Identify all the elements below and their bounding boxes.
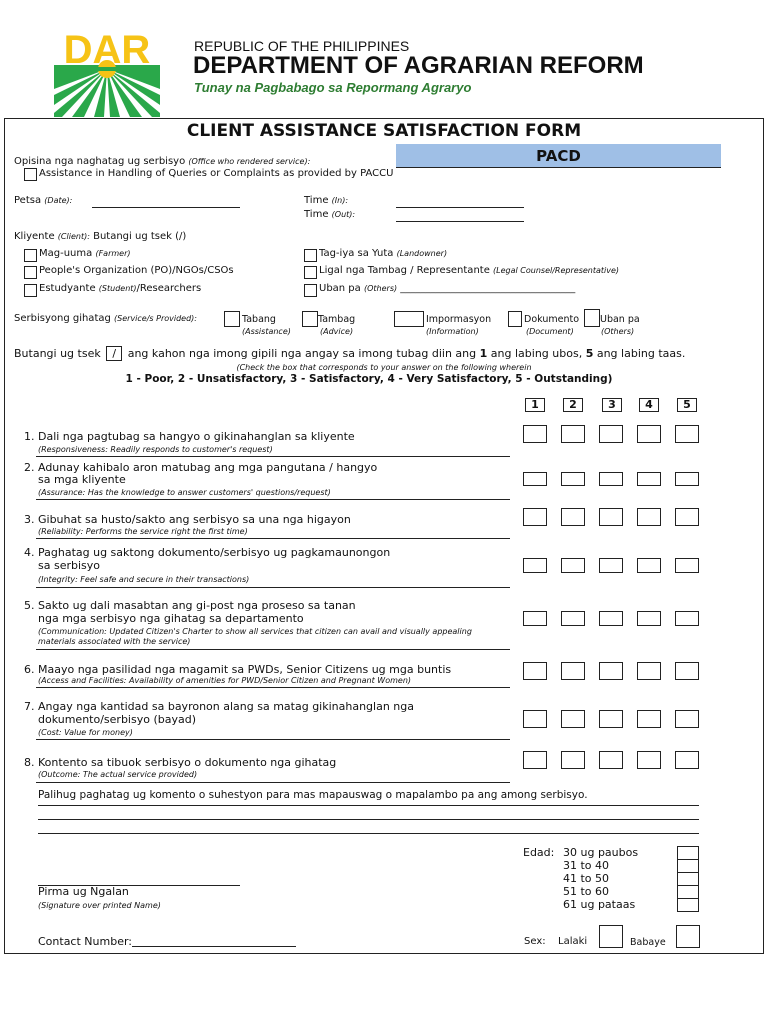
client-student-checkbox[interactable] (24, 284, 37, 297)
republic-label: REPUBLIC OF THE PHILIPPINES (194, 38, 410, 54)
client-landowner-text: Tag-iya sa Yuta (319, 248, 394, 259)
question-2-line (36, 499, 510, 500)
question-4-text2: sa serbisyo (38, 559, 100, 572)
comment-prompt: Palihug paghatag ug komento o suhestyon para mas mapauswag o mapalambo pa ang among serbisyo. (38, 789, 588, 801)
office-label-en: (Office who rendered service): (188, 157, 311, 166)
age-box-2[interactable] (677, 860, 699, 873)
question-6-line (36, 687, 510, 688)
q3-rating-2[interactable] (561, 508, 585, 526)
q2-rating-3[interactable] (599, 472, 623, 486)
sex-male-checkbox[interactable] (599, 925, 623, 948)
q7-rating-5[interactable] (675, 710, 699, 728)
logo-text: DAR (63, 28, 151, 72)
service-checkbox-information[interactable] (394, 311, 424, 327)
age-range-1: 30 ug paubos (563, 846, 639, 859)
dar-logo (54, 27, 160, 117)
scale-header-4: 4 (639, 398, 659, 412)
instruction-five: 5 (585, 347, 594, 360)
q3-rating-3[interactable] (599, 508, 623, 526)
q6-rating-1[interactable] (523, 662, 547, 680)
service-checkbox-document[interactable] (508, 311, 522, 327)
client-legal-en: (Legal Counsel/Representative) (493, 266, 620, 275)
q8-rating-4[interactable] (637, 751, 661, 769)
client-others-checkbox[interactable] (304, 284, 317, 297)
q2-rating-5[interactable] (675, 472, 699, 486)
scale-header-2: 2 (563, 398, 583, 412)
service-checkbox-advice[interactable] (302, 311, 318, 327)
instruction-prefix: Butangi ug tsek (14, 347, 101, 360)
q2-rating-2[interactable] (561, 472, 585, 486)
question-2-text: 2. Adunay kahibalo aron matubag ang mga pangutana / hangyo (24, 461, 378, 474)
client-farmer-text: Mag-uuma (39, 248, 93, 259)
q4-rating-5[interactable] (675, 558, 699, 573)
question-3-line (36, 538, 510, 539)
service-document-en: (Document) (526, 327, 574, 336)
q5-rating-4[interactable] (637, 611, 661, 626)
q1-rating-4[interactable] (637, 425, 661, 443)
office-label (14, 156, 310, 167)
age-box-3[interactable] (677, 873, 699, 886)
department-title: DEPARTMENT OF AGRARIAN REFORM (193, 52, 644, 79)
time-out-field[interactable] (396, 221, 524, 222)
q2-rating-4[interactable] (637, 472, 661, 486)
age-box-1[interactable] (677, 846, 699, 860)
q2-rating-1[interactable] (523, 472, 547, 486)
client-label (14, 231, 186, 242)
question-4-line (36, 587, 510, 588)
client-student-label (39, 283, 201, 294)
time-out-label-en: (Out): (331, 210, 356, 219)
q8-rating-2[interactable] (561, 751, 585, 769)
q7-rating-1[interactable] (523, 710, 547, 728)
date-label-text: Petsa (14, 195, 42, 206)
sex-female-checkbox[interactable] (676, 925, 700, 948)
signature-label-en: (Signature over printed Name) (38, 901, 161, 910)
question-5-text2: nga mga serbisyo nga gihatag sa departamento (38, 612, 304, 625)
date-field[interactable] (92, 207, 240, 208)
service-assistance-en: (Assistance) (242, 327, 291, 336)
q8-rating-1[interactable] (523, 751, 547, 769)
time-in-label-en: (In): (331, 196, 349, 205)
service-others-en: (Others) (601, 327, 635, 336)
client-student-en: (Student) (98, 284, 137, 293)
service-checkbox-assistance[interactable] (224, 311, 240, 327)
contact-field[interactable] (132, 946, 296, 947)
scale-header-1: 1 (525, 398, 545, 412)
q1-rating-2[interactable] (561, 425, 585, 443)
age-label: Edad: (523, 846, 555, 859)
client-instruction: Butangi ug tsek (/) (93, 231, 187, 242)
client-others-label (319, 283, 575, 294)
question-4-en: (Integrity: Feel safe and secure in their transactions) (38, 575, 250, 584)
q6-rating-2[interactable] (561, 662, 585, 680)
question-1-text: 1. Dali nga pagtubag sa hangyo o gikinahanglan sa kliyente (24, 430, 355, 443)
sex-label: Sex: (524, 936, 546, 947)
services-label-en: (Service/s Provided): (114, 314, 197, 323)
age-box-5[interactable] (677, 899, 699, 912)
office-option: Assistance in Handling of Queries or Complaints as provided by PACCU (39, 168, 394, 179)
q3-rating-1[interactable] (523, 508, 547, 526)
form-frame (4, 118, 764, 954)
question-6-text: 6. Maayo nga pasilidad nga magamit sa PWDs, Senior Citizens ug mga buntis (24, 663, 452, 676)
client-label-en: (Client): (57, 232, 90, 241)
q5-rating-2[interactable] (561, 611, 585, 626)
comment-line-2[interactable] (38, 819, 699, 820)
q5-rating-3[interactable] (599, 611, 623, 626)
service-document-label: Dokumento (524, 314, 580, 325)
client-student-text: Estudyante (39, 283, 96, 294)
question-1-line (36, 456, 510, 457)
question-5-en: (Communication: Updated Citizen's Charter to show all services that citizen can avail and visually appealing (38, 627, 472, 636)
instruction-one: 1 (479, 347, 488, 360)
comment-line-3[interactable] (38, 833, 699, 834)
client-label-text: Kliyente (14, 231, 55, 242)
q6-rating-5[interactable] (675, 662, 699, 680)
rating-instruction (14, 346, 685, 361)
question-8-line (36, 782, 510, 783)
date-label (14, 195, 72, 206)
question-7-line (36, 739, 510, 740)
sex-female-label: Babaye (630, 937, 666, 948)
instruction-text-c: ang labing taas. (596, 347, 686, 360)
client-farmer-en: (Farmer) (95, 249, 131, 258)
signature-label: Pirma ug Ngalan (38, 885, 129, 898)
client-landowner-en: (Landowner) (396, 249, 448, 258)
question-2-text2: sa mga kliyente (38, 473, 126, 486)
time-in-label (304, 195, 348, 206)
instruction-text-a: ang kahon nga imong gipili nga angay sa imong tubag diin ang (127, 347, 477, 360)
question-7-text: 7. Angay nga kantidad sa bayronon alang sa matag gikinahanglan nga (24, 700, 415, 713)
q1-rating-5[interactable] (675, 425, 699, 443)
client-po-label: People's Organization (PO)/NGOs/CSOs (39, 265, 234, 276)
time-out-label (304, 209, 355, 220)
contact-label: Contact Number: (38, 935, 132, 948)
q6-rating-4[interactable] (637, 662, 661, 680)
age-range-2: 31 to 40 (563, 859, 610, 872)
q8-rating-5[interactable] (675, 751, 699, 769)
instruction-text-b: ang labing ubos, (490, 347, 583, 360)
question-3-text: 3. Gibuhat sa husto/sakto ang serbisyo sa una nga higayon (24, 513, 351, 526)
question-6-en: (Access and Facilities: Availability of amenities for PWD/Senior Citizen and Pregnant Women) (38, 676, 412, 685)
age-range-3: 41 to 50 (563, 872, 610, 885)
q3-rating-5[interactable] (675, 508, 699, 526)
client-others-blank[interactable]: ___________________________________ (400, 283, 576, 294)
client-landowner-checkbox[interactable] (304, 249, 317, 262)
service-advice-en: (Advice) (320, 327, 354, 336)
age-range-5: 61 ug pataas (563, 898, 636, 911)
question-2-en: (Assurance: Has the knowledge to answer customers' questions/request) (38, 488, 331, 497)
client-legal-label (319, 265, 619, 276)
time-out-label-text: Time (304, 209, 329, 220)
client-po-checkbox[interactable] (24, 266, 37, 279)
q4-rating-4[interactable] (637, 558, 661, 573)
scale-header-5: 5 (677, 398, 697, 412)
services-label (14, 313, 197, 324)
q3-rating-4[interactable] (637, 508, 661, 526)
client-others-text: Uban pa (319, 283, 361, 294)
client-student-extra: /Researchers (136, 283, 202, 294)
q7-rating-4[interactable] (637, 710, 661, 728)
office-checkbox[interactable] (24, 168, 37, 181)
question-8-en: (Outcome: The actual service provided) (38, 770, 198, 779)
rating-scale-legend: 1 - Poor, 2 - Unsatisfactory, 3 - Satisfactory, 4 - Very Satisfactory, 5 - Outstanding) (125, 373, 613, 385)
date-label-en: (Date): (44, 196, 73, 205)
question-8-text: 8. Kontento sa tibuok serbisyo o dokumento nga gihatag (24, 756, 337, 769)
pacd-label: PACD (536, 147, 581, 165)
q4-rating-1[interactable] (523, 558, 547, 573)
client-legal-text: Ligal nga Tambag / Representante (319, 265, 490, 276)
age-box-4[interactable] (677, 886, 699, 899)
q1-rating-1[interactable] (523, 425, 547, 443)
pacd-banner (396, 144, 721, 168)
q8-rating-3[interactable] (599, 751, 623, 769)
time-in-label-text: Time (304, 195, 329, 206)
q1-rating-3[interactable] (599, 425, 623, 443)
office-label-text: Opisina nga naghatag ug serbisyo (14, 156, 186, 167)
client-landowner-label (319, 248, 447, 259)
q7-rating-2[interactable] (561, 710, 585, 728)
form-title: CLIENT ASSISTANCE SATISFACTION FORM (186, 121, 582, 141)
client-others-en: (Others) (363, 284, 398, 293)
client-legal-checkbox[interactable] (304, 266, 317, 279)
instruction-note: (Check the box that corresponds to your answer on the following wherein (236, 363, 532, 372)
tagline: Tunay na Pagbabago sa Repormang Agraryo (194, 80, 472, 95)
q5-rating-5[interactable] (675, 611, 699, 626)
question-7-en: (Cost: Value for money) (38, 728, 133, 737)
sex-male-label: Lalaki (558, 936, 588, 947)
question-5-text: 5. Sakto ug dali masabtan ang gi-post nga proseso sa tanan (24, 599, 356, 612)
instruction-check-box: / (106, 346, 122, 361)
q4-rating-2[interactable] (561, 558, 585, 573)
comment-line-1[interactable] (38, 805, 699, 806)
services-label-text: Serbisyong gihatag (14, 313, 111, 324)
question-4-text: 4. Paghatag ug saktong dokumento/serbisyo ug pagkamaunongon (24, 546, 391, 559)
question-5-en2: materials associated with the service) (38, 637, 191, 646)
question-1-en: (Responsiveness: Readily responds to customer's request) (38, 445, 273, 454)
question-5-line (36, 649, 510, 650)
q4-rating-3[interactable] (599, 558, 623, 573)
service-assistance-label: Tabang (242, 314, 276, 325)
age-range-4: 51 to 60 (563, 885, 610, 898)
service-information-label: Impormasyon (426, 314, 492, 325)
service-checkbox-others[interactable] (584, 309, 600, 327)
service-advice-label: Tambag (318, 314, 356, 325)
client-farmer-checkbox[interactable] (24, 249, 37, 262)
scale-header-3: 3 (602, 398, 622, 412)
q7-rating-3[interactable] (599, 710, 623, 728)
service-others-label: Uban pa (600, 314, 640, 325)
time-in-field[interactable] (396, 207, 524, 208)
q6-rating-3[interactable] (599, 662, 623, 680)
question-7-text2: dokumento/serbisyo (bayad) (38, 713, 196, 726)
service-information-en: (Information) (426, 327, 479, 336)
q5-rating-1[interactable] (523, 611, 547, 626)
question-3-en: (Reliability: Performs the service right the first time) (38, 527, 248, 536)
client-farmer-label (39, 248, 131, 259)
